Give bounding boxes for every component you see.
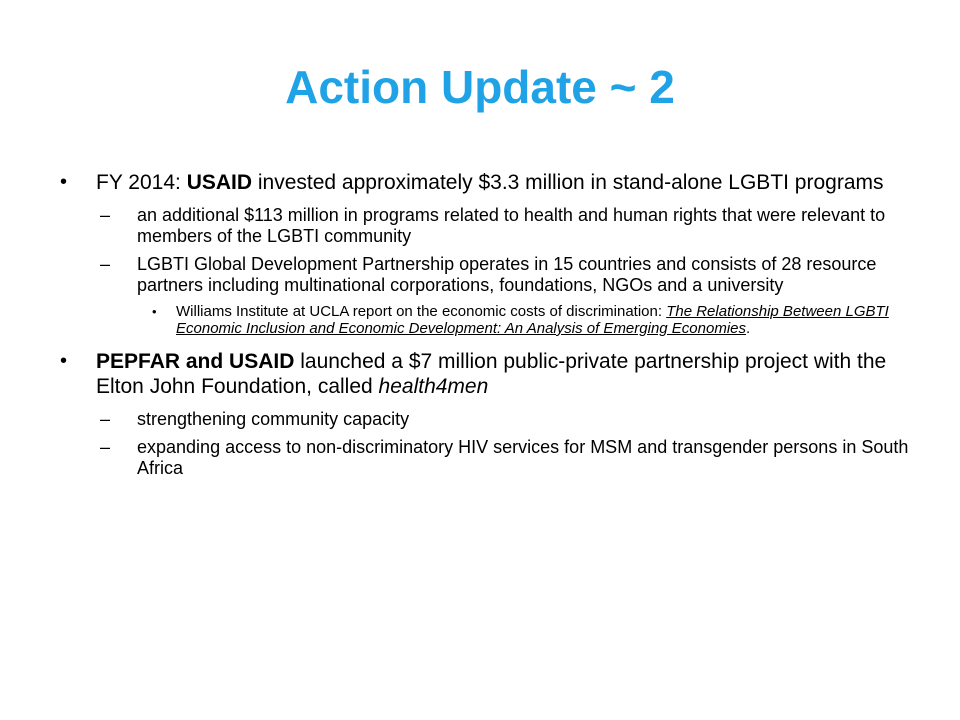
bullet2-org1: PEPFAR [96, 350, 181, 373]
bullet-dot-icon: • [152, 304, 157, 319]
bullet-usaid-funding [60, 170, 910, 195]
dash-icon: – [100, 409, 111, 429]
bullet2-rest: launched a $7 million public-private partnership project with the Elton John Foundation, called [96, 350, 887, 398]
bullet2-and: and [180, 350, 230, 373]
sub-bullet-text: an additional $113 million in programs related to health and human rights that were relevant to members of the LGBTI community [137, 205, 886, 246]
sub-bullet-text: LGBTI Global Development Partnership operates in 15 countries and consists of 28 resource partners including multinational corporations, foundations, NGOs and a university [137, 254, 877, 295]
dash-icon: – [100, 205, 111, 225]
report-link[interactable]: The Relationship Between LGBTI Economic Inclusion and Economic Development: An Analysis of Emerging Economies [176, 303, 889, 337]
bullet-dot-icon: • [60, 350, 68, 372]
bullet2-org2: USAID [229, 350, 295, 373]
bullet1-org: USAID [186, 171, 253, 194]
dash-icon: – [100, 254, 111, 274]
dash-icon: – [100, 437, 111, 457]
report-intro-text: Williams Institute at UCLA report on the economic costs of discrimination: [176, 303, 667, 320]
report-end: . [746, 320, 751, 337]
bullet1-rest: invested approximately $3.3 million in stand-alone LGBTI programs [252, 171, 884, 194]
bullet2-project: health4men [378, 375, 489, 398]
sub-bullet-partnership [60, 254, 910, 296]
sub-bullet-additional-funding [60, 205, 910, 247]
slide-body [60, 170, 910, 486]
bullet1-prefix: FY 2014: [96, 171, 187, 194]
sub-sub-bullet-williams-report [60, 303, 910, 337]
sub-bullet-text: expanding access to non-discriminatory HIV services for MSM and transgender persons in South Africa [137, 437, 909, 478]
sub-bullet-text: strengthening community capacity [137, 409, 410, 429]
slide-title: Action Update ~ 2 [285, 61, 675, 113]
bullet-dot-icon: • [60, 171, 68, 193]
sub-bullet-capacity [60, 409, 910, 430]
bullet-pepfar-partnership [60, 349, 910, 399]
sub-bullet-hiv-services [60, 437, 910, 479]
